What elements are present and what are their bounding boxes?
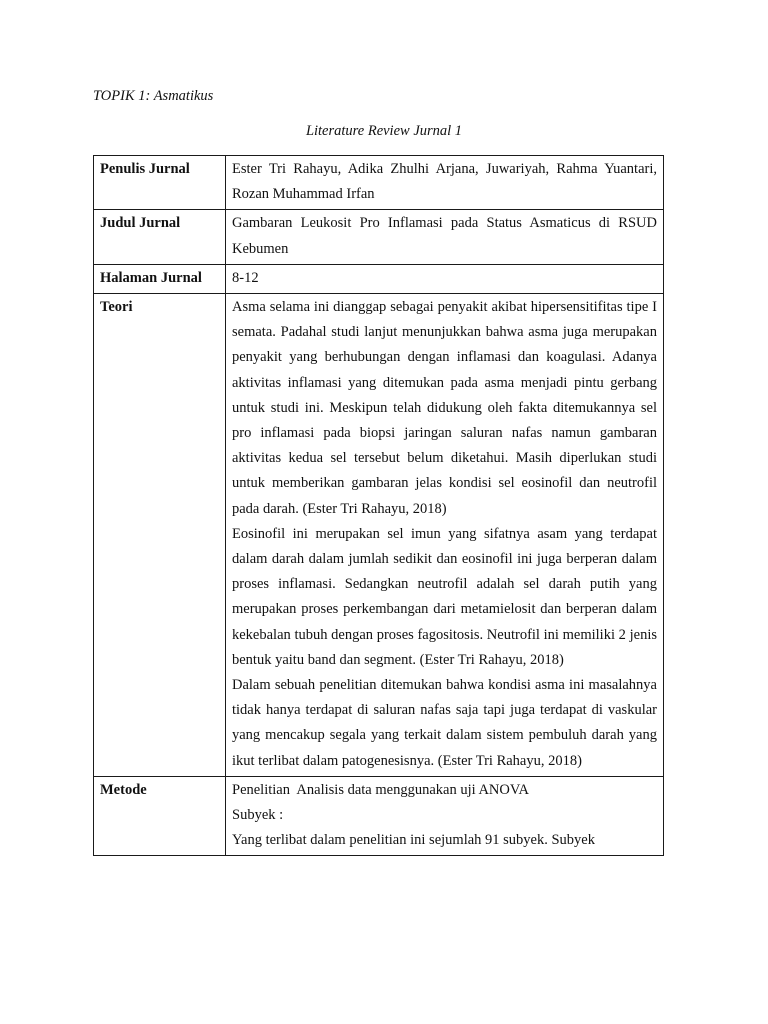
judul-text: Gambaran Leukosit Pro Inflamasi pada Status Asmaticus di RSUD Kebumen	[232, 215, 657, 257]
label-judul-jurnal: Judul Jurnal	[94, 210, 226, 264]
label-teori: Teori	[94, 294, 226, 777]
value-teori	[226, 294, 664, 777]
label-metode: Metode	[94, 776, 226, 856]
halaman-text: 8-12	[232, 269, 259, 286]
row-teori	[94, 294, 664, 777]
teori-paragraph: Asma selama ini dianggap sebagai penyakit akibat hipersensitifitas tipe I semata. Padahal studi lanjut menunjukkan bahwa asma juga merupakan penyakit yang berhubungan dengan inflamasi dan koagulasi. Adanya aktivitas inflamasi yang ditemukan pada asma menjadi pintu gerbang untuk studi ini. Meskipun telah didukung oleh fakta ditemukannya sel pro inflamasi pada biopsi jaringan saluran nafas namun gambaran aktivitas kedua sel tersebut belum diketahui. Masih diperlukan studi untuk memberikan gambaran jelas kondisi sel eosinofil dan neutrofil pada darah. (Ester Tri Rahayu, 2018)	[232, 299, 657, 517]
value-halaman-jurnal	[226, 264, 664, 293]
value-penulis-jurnal	[226, 156, 664, 210]
document-title: Literature Review Jurnal 1	[305, 123, 463, 139]
label-penulis-jurnal: Penulis Jurnal	[94, 156, 226, 210]
row-penulis-jurnal	[94, 156, 664, 210]
value-judul-jurnal	[226, 210, 664, 264]
metode-line: Yang terlibat dalam penelitian ini sejumlah 91 subyek. Subyek	[232, 832, 595, 849]
row-judul-jurnal	[94, 210, 664, 264]
penulis-text: Ester Tri Rahayu, Adika Zhulhi Arjana, Juwariyah, Rahma Yuantari, Rozan Muhammad Irfan	[232, 161, 657, 203]
metode-line: Subyek :	[232, 807, 284, 824]
topic-heading: TOPIK 1: Asmatikus	[93, 88, 214, 104]
row-metode	[94, 776, 664, 856]
metode-line: Penelitian Analisis data menggunakan uji ANOVA	[232, 781, 529, 798]
value-metode	[226, 776, 664, 856]
teori-paragraph: Eosinofil ini merupakan sel imun yang sifatnya asam yang terdapat dalam darah dalam jumlah sedikit dan eosinofil ini juga berperan dalam proses inflamasi. Sedangkan neutrofil adalah sel darah putih yang merupakan proses perkembangan dari metamielosit dan berperan dalam kekebalan tubuh dengan proses fagositosis. Neutrofil ini memiliki 2 jenis bentuk yaitu band dan segment. (Ester Tri Rahayu, 2018)	[232, 525, 657, 668]
teori-paragraph: Dalam sebuah penelitian ditemukan bahwa kondisi asma ini masalahnya tidak hanya terdapat di saluran nafas saja tapi juga terdapat di vaskular yang mencakup segala yang terkait dalam sistem pembuluh darah yang ikut terlibat dalam patogenesisnya. (Ester Tri Rahayu, 2018)	[232, 677, 657, 769]
row-halaman-jurnal	[94, 264, 664, 293]
label-halaman-jurnal: Halaman Jurnal	[94, 264, 226, 293]
literature-review-table	[93, 155, 664, 856]
